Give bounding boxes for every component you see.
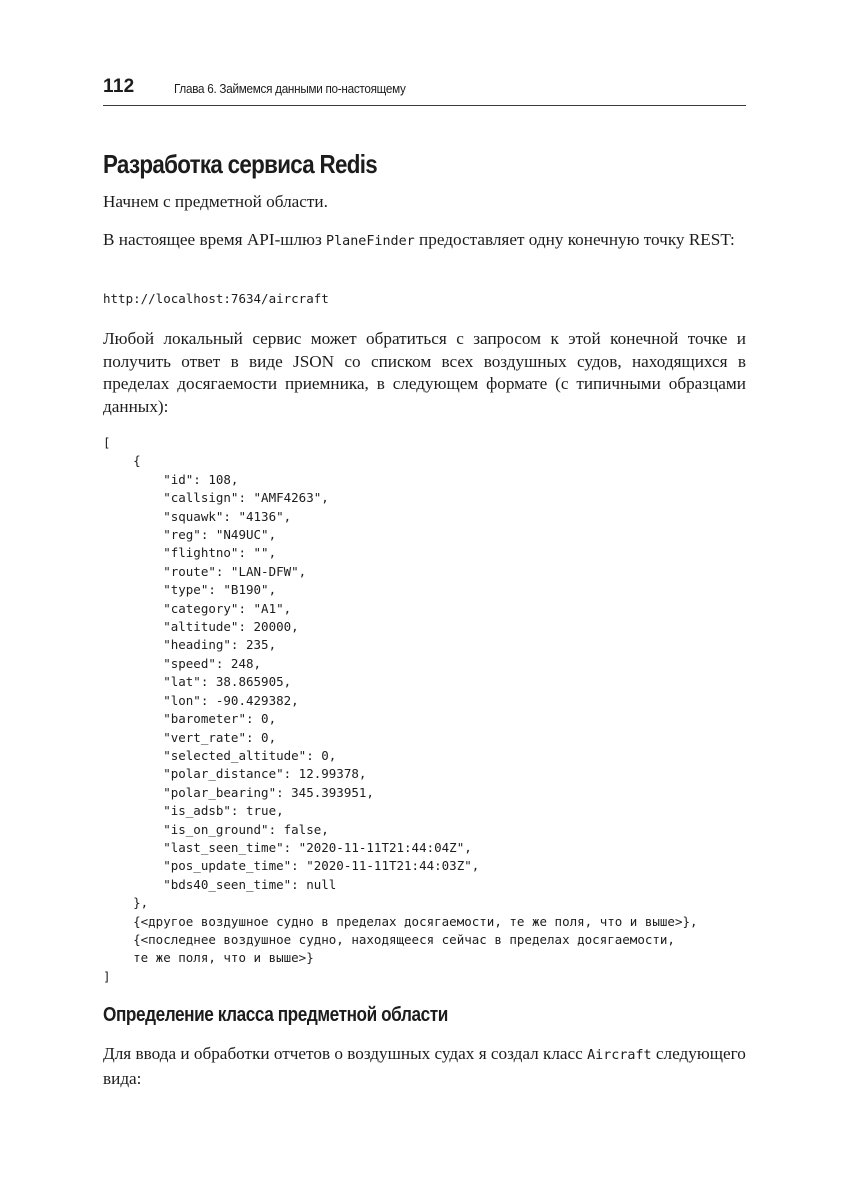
endpoint-url: http://localhost:7634/aircraft: [103, 291, 329, 306]
description-paragraph: Любой локальный сервис может обратиться с запросом к этой конечной точке и получить ответ в виде JSON со списком всех воздушных судов, находящихся в пределах досягаемости приемника, в следующем формате (с типичными образцами данных):: [103, 329, 746, 416]
aircraft-text-after: следующего вида:: [103, 1044, 746, 1088]
gateway-text-before: В настоящее время API-шлюз: [103, 230, 327, 249]
page-number: 112: [103, 76, 135, 97]
json-code-block: [ { "id": 108, "callsign": "AMF4263", "squawk": "4136", "reg": "N49UC", "flightno": "", "route": "LAN-DFW", "type": "B190", "category": "A1", "altitude": 20000, "heading": 235, "speed": 248, "lat": 38.865905, "lon": -90.429382, "barometer": 0, "vert_rate": 0, "selected_altitude": 0, "polar_distance": 12.99378, "polar_bearing": 345.393951, "is_adsb": true, "is_on_ground": false, "last_seen_time": "2020-11-11T21:44:04Z", "pos_update_time": "2020-11-11T21:44:03Z", "bds40_seen_time": null }, {<другое воздушное судно в пределах досягаемости, те же поля, что и выше>}, {<последнее воздушное судно, находящееся сейчас в пределах досягаемости, те же поля, что и выше>} ]: [103, 435, 698, 984]
intro-paragraph: Начнем с предметной области.: [103, 192, 328, 211]
gateway-paragraph: [103, 229, 746, 254]
aircraft-class-code: Aircraft: [587, 1048, 652, 1063]
page-header: [103, 74, 746, 106]
subsection-title: Определение класса предметной области: [103, 1004, 448, 1026]
gateway-text-after: предоставляет одну конечную точку REST:: [414, 230, 735, 249]
aircraft-paragraph: [103, 1043, 746, 1090]
section-title: Разработка сервиса Redis: [103, 149, 378, 179]
aircraft-text-before: Для ввода и обработки отчетов о воздушных судах я создал класс: [103, 1044, 588, 1063]
running-head: Глава 6. Займемся данными по-настоящему: [174, 81, 406, 96]
planefinder-code: PlaneFinder: [326, 234, 415, 249]
